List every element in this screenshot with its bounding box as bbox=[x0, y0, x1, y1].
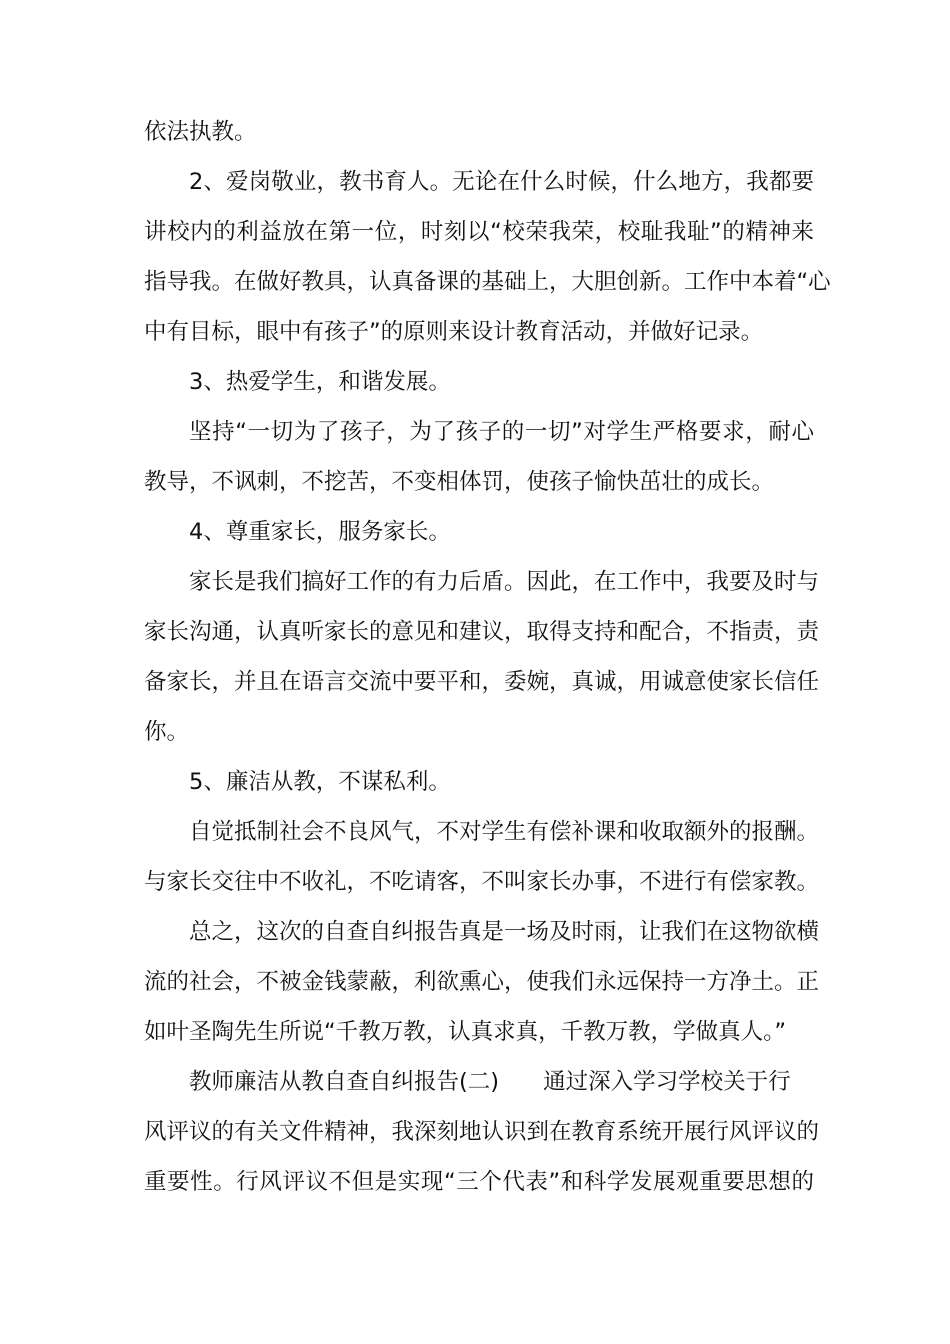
paragraph-line: 家长是我们搞好工作的有力后盾。因此，在工作中，我要及时与 bbox=[189, 569, 820, 595]
section-heading: 3、热爱学生，和谐发展。 bbox=[189, 369, 451, 395]
paragraph-line: 你。 bbox=[144, 719, 190, 745]
paragraph-line: 坚持“一切为了孩子，为了孩子的一切”对学生严格要求，耐心 bbox=[189, 419, 814, 445]
section-heading: 4、尊重家长，服务家长。 bbox=[189, 519, 451, 545]
paragraph-line: 指导我。在做好教具，认真备课的基础上，大胆创新。工作中本着“心 bbox=[144, 269, 831, 295]
paragraph-text: 通过深入学习学校关于行 bbox=[543, 1069, 791, 1095]
paragraph-line: 如叶圣陶先生所说“千教万教，认真求真，千教万教，学做真人。” bbox=[144, 1019, 787, 1045]
paragraph-line: 总之，这次的自查自纠报告真是一场及时雨，让我们在这物欲横 bbox=[189, 919, 820, 945]
paragraph-line: 与家长交往中不收礼，不吃请客，不叫家长办事，不进行有偿家教。 bbox=[144, 869, 820, 895]
paragraph-line: 中有目标，眼中有孩子”的原则来设计教育活动，并做好记录。 bbox=[144, 319, 764, 345]
paragraph-line: 家长沟通，认真听家长的意见和建议，取得支持和配合，不指责，责 bbox=[144, 619, 820, 645]
paragraph-line: 流的社会，不被金钱蒙蔽，利欲熏心，使我们永远保持一方净土。正 bbox=[144, 969, 820, 995]
paragraph-line: 教导，不讽刺，不挖苦，不变相体罚，使孩子愉快茁壮的成长。 bbox=[144, 469, 775, 495]
paragraph-line: 2、爱岗敬业，教书育人。无论在什么时候，什么地方，我都要 bbox=[189, 169, 814, 195]
paragraph-line: 讲校内的利益放在第一位，时刻以“校荣我荣，校耻我耻”的精神来 bbox=[144, 219, 814, 245]
paragraph-line: 依法执教。 bbox=[144, 119, 257, 145]
paragraph-line: 备家长，并且在语言交流中要平和，委婉，真诚，用诚意使家长信任 bbox=[144, 669, 820, 695]
section-heading: 5、廉洁从教，不谋私利。 bbox=[189, 769, 451, 795]
paragraph-line: 自觉抵制社会不良风气，不对学生有偿补课和收取额外的报酬。 bbox=[189, 819, 820, 845]
paragraph-line bbox=[189, 1057, 814, 1107]
report-title: 教师廉洁从教自查自纠报告(二) bbox=[189, 1069, 500, 1095]
paragraph-line: 重要性。行风评议不但是实现“三个代表”和科学发展观重要思想的 bbox=[144, 1169, 814, 1195]
paragraph-line: 风评议的有关文件精神，我深刻地认识到在教育系统开展行风评议的 bbox=[144, 1119, 820, 1145]
